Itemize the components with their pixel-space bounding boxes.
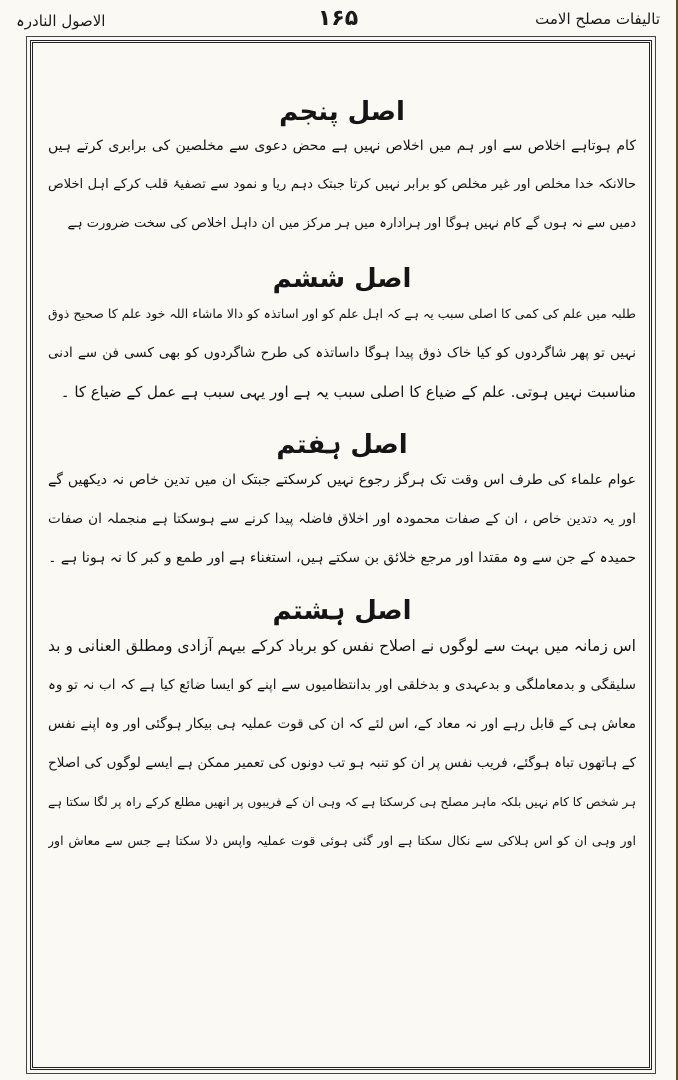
paragraph xyxy=(42,468,642,570)
page-content xyxy=(42,72,642,1062)
text-line: اور وہی ان کو اس ہلاکی سے نکال سکتا ہے اور گئی ہوئی قوت عملیہ واپس دلا سکتا ہے جس سے معاش اور xyxy=(48,833,636,848)
text-line: عوام علماء کی طرف اس وقت تک ہرگز رجوع نہیں کرسکتے جبتک ان میں تدین خاص نہ دیکھیں گے xyxy=(48,472,636,488)
paragraph xyxy=(42,134,642,236)
text-line: طلبہ میں علم کی کمی کا اصلی سبب یہ ہے کہ اہل علم کو اور اساتذہ کو دالا ماشاء اللہ خود علم کا صحیح ذوق xyxy=(48,306,636,321)
page-number: ۱۶۵ xyxy=(317,6,359,31)
section-heading: اصل ہفتم xyxy=(276,430,408,460)
section-6 xyxy=(42,256,642,404)
section-7 xyxy=(42,422,642,570)
text-line: حمیدہ کے جن سے وہ مقتدا اور مرجع خلائق بن سکتے ہیں، استغناء ہے اور طمع و کبر کا نہ ہونا ہے ۔ xyxy=(48,550,636,566)
text-line: دمیں سے نہ ہوں گے کام نہیں ہوگا اور ہرادارہ میں ہر مرکز میں ان داہل اخلاص کی سخت ضرورت ہے xyxy=(67,216,636,231)
section-heading: اصل ششم xyxy=(272,264,412,294)
section-8 xyxy=(42,588,642,853)
text-line: اور یہ دتدین خاص ، ان کے صفات محمودہ اور اخلاق فاضلہ پیدا کرنے سے ہوسکتا ہے منجملہ ان صفات xyxy=(48,511,636,527)
section-5 xyxy=(42,90,642,236)
paragraph xyxy=(42,634,642,853)
section-heading: اصل ہشتم xyxy=(272,596,412,626)
text-line: ہر شخص کا کام نہیں بلکہ ماہر مصلح ہی کرسکتا ہے کہ وہی ان کے فریبوں پر انھیں مطلع کرکے راہ پر لگا سکتا ہے xyxy=(48,795,636,809)
text-line: مناسبت نہیں ہوتی. علم کے ضیاع کا اصلی سبب یہ ہے اور یہی سبب ہے عمل کے ضیاع کا ۔ xyxy=(60,383,636,401)
text-line: حالانکہ خدا مخلص اور غیر مخلص کو برابر نہیں کرتا جبتک دہم ریا و نمود سے تصفیۂ قلب کرکے اہل اخلاص xyxy=(48,177,636,192)
section-heading: اصل پنجم xyxy=(279,97,405,127)
text-line: کام ہوتاہے اخلاص سے اور ہم میں اخلاص نہیں ہے محض دعوی سے مخلصین کی برابری کرتے ہیں xyxy=(48,138,636,154)
chapter-title: الاصول النادرہ xyxy=(16,12,106,30)
text-line: نہیں تو پھر شاگردوں کو کیا خاک ذوق پیدا ہوگا داساتذہ کی طرح شاگردوں کو بھی کسی فن سے ادنی xyxy=(48,345,636,361)
text-line: کے ہاتھوں تباہ ہوگئے، فریب نفس پر ان کو تنبہ ہو تب دونوں کی تعمیر ممکن ہے ایسے لوگوں کی اصلاح xyxy=(48,755,636,771)
text-line: معاش ہی کے قابل رہے اور نہ معاد کے، اس لئے کہ ان کی قوت عملیہ ہی بیکار ہوگئی اور وہ اپنے نفس xyxy=(48,716,636,732)
book-title: تالیفات مصلح الامت xyxy=(535,10,660,28)
text-line: اس زمانہ میں بہت سے لوگوں نے اصلاح نفس کو برباد کرکے بیہم آزادی ومطلق العنانی و بد xyxy=(48,637,636,655)
running-head xyxy=(16,6,660,36)
paragraph xyxy=(42,302,642,404)
text-line: سلیقگی و بدمعاملگی و بدعہدی و بدخلقی اور بدانتظامیوں سے اپنے کو ایسا ضائع کیا ہے کہ اب نہ تو وہ xyxy=(48,677,636,693)
